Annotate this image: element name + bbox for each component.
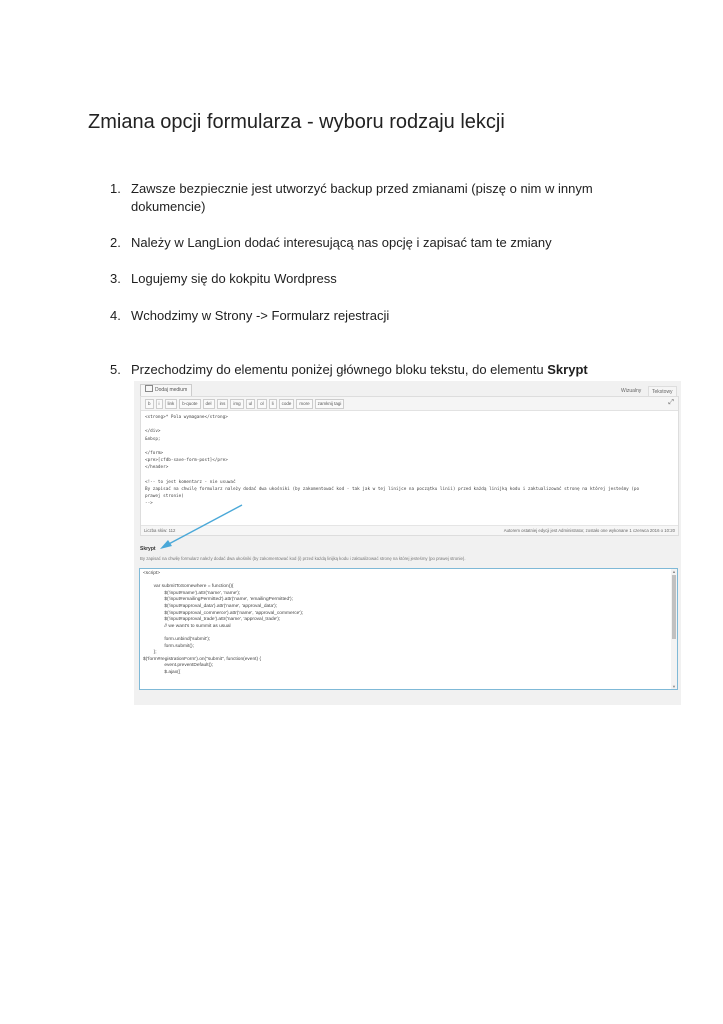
last-edit-info: Autorem ostatniej edycji jest Administrator, zostało one wykonane 1 czerwca 2016 o 10:20 <box>503 528 675 533</box>
script-line: $('input#emailingPermitted').attr('name', 'emailingPermitted'); <box>143 597 293 603</box>
script-line: form.submit(); <box>143 643 194 649</box>
script-line: $('input#approval_data').attr('name', 'approval_data'); <box>143 603 278 609</box>
quicktag-button[interactable]: link <box>165 399 178 409</box>
quicktag-button[interactable]: del <box>203 399 215 409</box>
skrypt-field-label: Skrypt <box>140 546 156 552</box>
quicktag-button[interactable]: code <box>279 399 295 409</box>
script-line: }; <box>143 650 157 656</box>
pointer-arrow-icon <box>134 381 681 705</box>
script-line: <script> <box>143 571 161 576</box>
quicktag-button[interactable]: b <box>145 399 154 409</box>
script-line: event.preventDefault(); <box>143 663 214 669</box>
quicktag-button[interactable]: zamknij tagi <box>315 399 345 409</box>
script-line: $('form#registrationForm').on("submit", function(event) { <box>143 656 262 662</box>
tab-text[interactable]: Tekstowy <box>648 386 677 398</box>
step-text: Logujemy się do kokpitu Wordpress <box>131 271 337 286</box>
fullscreen-icon[interactable]: ⤢ <box>668 399 674 406</box>
step-number: 3. <box>110 271 121 286</box>
step-text: Zawsze bezpiecznie jest utworzyć backup przed zmianami (piszę o nim w innym dokumencie) <box>131 181 593 214</box>
skrypt-field-description: By zapisać na chwilę formularz należy dodać dwa ukośniki (by zakomentować kod (i) przed każdą linijką kodu i zaktualizować stronę na której jesteśmy (po prawej stronie). <box>140 556 466 561</box>
step-number: 4. <box>110 308 121 323</box>
scroll-up-icon[interactable]: ▲ <box>672 569 676 574</box>
script-line: $.ajax({ <box>143 669 181 675</box>
step-text: Należy w LangLion dodać interesującą nas opcję i zapisać tam te zmiany <box>131 235 552 250</box>
arrow-line <box>165 505 242 546</box>
add-media-label: Dodaj medium <box>155 387 188 393</box>
quicktag-button[interactable]: b-quote <box>179 399 200 409</box>
quicktag-button[interactable]: ins <box>217 399 229 409</box>
editor-screenshot <box>134 381 681 705</box>
step-text-container <box>131 361 611 379</box>
quicktag-button[interactable]: i <box>156 399 163 409</box>
step-number: 2. <box>110 235 121 250</box>
script-line: $('input#approval_trade').attr('name', 'approval_trade'); <box>143 617 281 623</box>
step-number: 1. <box>110 181 121 196</box>
script-line: var submitToSomewhere = function(){ <box>143 584 234 590</box>
script-line: $('input#approval_commerce').attr('name', 'approval_commerce'); <box>143 610 304 616</box>
quicktag-button[interactable]: ul <box>246 399 256 409</box>
step-text: Przechodzimy do elementu poniżej głównego bloku tekstu, do elementu <box>131 362 548 377</box>
script-line: form.unbind('submit'); <box>143 636 211 642</box>
editor-content[interactable]: <strong>* Pola wymagane</strong> </div> &nbsp; </form> <pre>[cfdb-save-form-post]</pre> </header> <!-- to jest komentarz - nie usuwać By zapisać na chwilę formularz należy dodać dwa ukośniki (by zakomentować kod - tak jak w tej linijce na początku linii) przed każdą linijką kodu i zaktualizować stronę na której jesteśmy (po prawej stronie) --> <box>145 415 640 507</box>
step-text-bold: Skrypt <box>547 362 588 377</box>
arrow-head <box>160 540 172 549</box>
document-title: Zmiana opcji formularza - wyboru rodzaju lekcji <box>88 111 505 133</box>
script-line: $('input#name').attr('name', 'name'); <box>143 590 241 596</box>
tab-visual[interactable]: Wizualny <box>621 388 642 394</box>
script-line: // we want's to summit as usual <box>143 623 231 629</box>
quicktag-button[interactable]: ol <box>257 399 267 409</box>
step-text: Wchodzimy w Strony -> Formularz rejestracji <box>131 308 390 323</box>
step-number: 5. <box>110 362 121 377</box>
word-count: Liczba słów: 112 <box>144 528 176 533</box>
scroll-down-icon[interactable]: ▼ <box>672 684 676 689</box>
quicktag-button[interactable]: img <box>230 399 243 409</box>
quicktag-button[interactable]: more <box>296 399 312 409</box>
quicktag-button[interactable]: li <box>269 399 277 409</box>
